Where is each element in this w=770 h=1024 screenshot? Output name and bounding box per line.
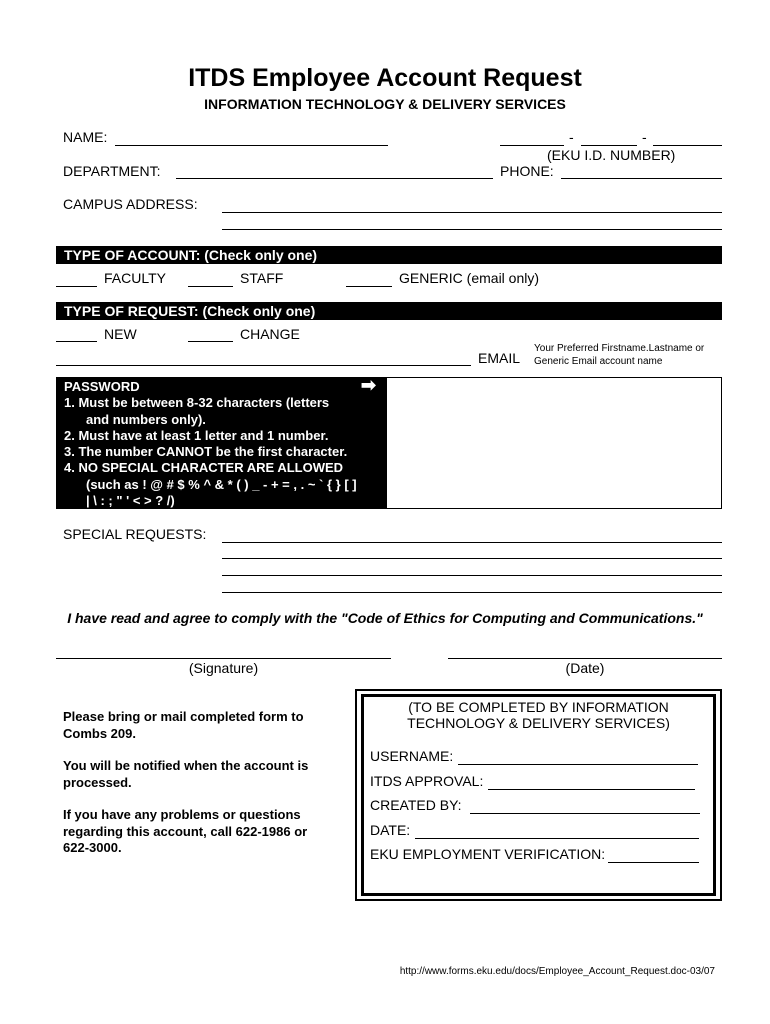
agreement-statement: I have read and agree to comply with the "Code of Ethics for Computing and Communications." bbox=[67, 610, 703, 626]
instructions-notified: You will be notified when the account is processed. bbox=[63, 758, 309, 790]
email-label: EMAIL bbox=[478, 350, 521, 366]
generic-label: GENERIC (email only) bbox=[399, 270, 540, 286]
instructions-bring: Please bring or mail completed form to Combs 209. bbox=[63, 709, 304, 741]
campus-address-label: CAMPUS ADDRESS: bbox=[63, 196, 198, 212]
password-rule-2: 2. Must have at least 1 letter and 1 number. bbox=[64, 427, 329, 443]
itds-approval-field[interactable] bbox=[488, 789, 695, 790]
password-rules bbox=[56, 377, 386, 509]
generic-checkbox[interactable] bbox=[346, 286, 392, 287]
special-requests-line-4[interactable] bbox=[222, 592, 722, 593]
password-rule-4: 4. NO SPECIAL CHARACTER ARE ALLOWED bbox=[64, 460, 344, 476]
signature-field[interactable] bbox=[56, 658, 391, 659]
special-requests-label: SPECIAL REQUESTS: bbox=[63, 526, 207, 542]
password-rule-4-examples: (such as ! @ # $ % ^ & * ( ) _ - + = , . ~ ` { } [ ] bbox=[86, 476, 357, 492]
password-rule-1: 1. Must be between 8-32 characters (letters bbox=[64, 395, 330, 411]
office-header-line-2: TECHNOLOGY & DELIVERY SERVICES) bbox=[407, 715, 670, 731]
account-type-header: TYPE OF ACCOUNT: (Check only one) bbox=[56, 246, 722, 264]
id-number-label: (EKU I.D. NUMBER) bbox=[547, 147, 676, 163]
email-note-line-2: Generic Email account name bbox=[534, 356, 663, 367]
instructions-problems: If you have any problems or questions regarding this account, call 622-1986 or 622-3000. bbox=[63, 807, 308, 855]
password-header: PASSWORD bbox=[64, 379, 140, 394]
employment-verification-field[interactable] bbox=[608, 862, 699, 863]
staff-checkbox[interactable] bbox=[188, 286, 233, 287]
office-date-field[interactable] bbox=[415, 838, 699, 839]
footer-url: http://www.forms.eku.edu/docs/Employee_Account_Request.doc-03/07 bbox=[399, 966, 715, 977]
request-type-header: TYPE OF REQUEST: (Check only one) bbox=[56, 302, 722, 320]
change-label: CHANGE bbox=[240, 326, 300, 342]
form-subtitle: INFORMATION TECHNOLOGY & DELIVERY SERVICES bbox=[204, 96, 566, 112]
office-header-line-1: (TO BE COMPLETED BY INFORMATION bbox=[408, 699, 669, 715]
phone-field[interactable] bbox=[561, 178, 722, 179]
faculty-label: FACULTY bbox=[104, 270, 166, 286]
name-field[interactable] bbox=[115, 145, 388, 146]
name-label: NAME: bbox=[63, 129, 108, 145]
new-label: NEW bbox=[104, 326, 137, 342]
password-rule-3: 3. The number CANNOT be the first character. bbox=[64, 444, 348, 460]
campus-address-line-1[interactable] bbox=[222, 212, 722, 213]
form-title: ITDS Employee Account Request bbox=[188, 64, 582, 92]
arrow-right-icon: ➡ bbox=[360, 375, 376, 395]
department-label: DEPARTMENT: bbox=[63, 163, 161, 179]
email-field[interactable] bbox=[56, 365, 471, 366]
password-rule-4-examples-cont: | \ : ; " ' < > ? /) bbox=[86, 493, 175, 509]
created-by-field[interactable] bbox=[470, 813, 700, 814]
phone-label: PHONE: bbox=[500, 163, 554, 179]
id-dash-1: - bbox=[569, 129, 574, 145]
itds-approval-label: ITDS APPROVAL: bbox=[370, 773, 484, 789]
department-field[interactable] bbox=[176, 178, 493, 179]
staff-label: STAFF bbox=[240, 270, 284, 286]
email-note bbox=[534, 342, 704, 368]
id-field-part-2[interactable] bbox=[581, 145, 637, 146]
special-requests-line-2[interactable] bbox=[222, 558, 722, 559]
special-requests-line-1[interactable] bbox=[222, 542, 722, 543]
date-field[interactable] bbox=[448, 658, 722, 659]
signature-label: (Signature) bbox=[188, 660, 259, 676]
id-field-part-1[interactable] bbox=[500, 145, 564, 146]
email-note-line-1: Your Preferred Firstname.Lastname or bbox=[534, 343, 705, 354]
new-checkbox[interactable] bbox=[56, 341, 97, 342]
id-dash-2: - bbox=[642, 129, 647, 145]
created-by-label: CREATED BY: bbox=[370, 797, 462, 813]
id-field-part-3[interactable] bbox=[653, 145, 722, 146]
office-date-label: DATE: bbox=[370, 822, 411, 838]
username-field[interactable] bbox=[458, 764, 698, 765]
date-label: (Date) bbox=[565, 660, 605, 676]
password-rule-1-cont: and numbers only). bbox=[86, 411, 206, 427]
employment-verification-label: EKU EMPLOYMENT VERIFICATION: bbox=[370, 846, 606, 862]
username-label: USERNAME: bbox=[370, 748, 454, 764]
campus-address-line-2[interactable] bbox=[222, 229, 722, 230]
password-field[interactable] bbox=[386, 377, 722, 509]
change-checkbox[interactable] bbox=[188, 341, 233, 342]
faculty-checkbox[interactable] bbox=[56, 286, 97, 287]
special-requests-line-3[interactable] bbox=[222, 575, 722, 576]
